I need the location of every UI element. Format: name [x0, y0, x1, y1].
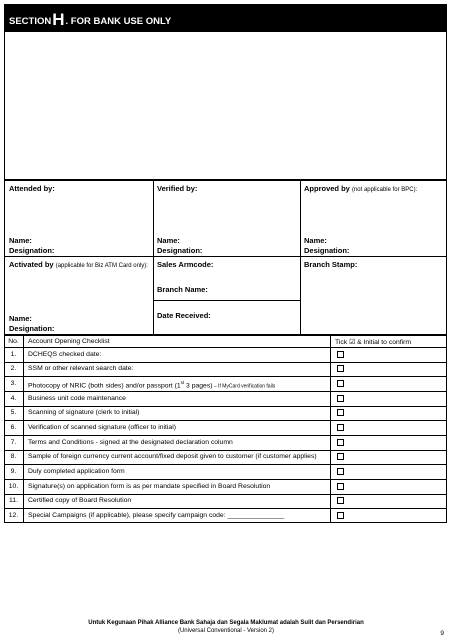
item-number: 8.	[10, 453, 17, 461]
item-number: 4.	[10, 394, 17, 402]
tick-checkbox[interactable]	[337, 497, 344, 504]
verified-designation-label: Designation:	[157, 246, 203, 255]
item-text: Photocopy of NRIC (both sides) and/or passport (1st 3 pages) – If MyCard verification fails	[28, 379, 276, 390]
section-header	[4, 4, 447, 31]
item-number: 7.	[10, 438, 17, 446]
activated-by-label: Activated by (applicable for Biz ATM Card only):	[9, 260, 148, 269]
col-divider	[330, 335, 331, 523]
item-text: Business unit code maintenance	[28, 394, 126, 402]
item-text: Special Campaigns (if applicable), please specify campaign code: _______________	[28, 511, 285, 519]
item-text: Signature(s) on application form is as per mandate specified in Board Resolution	[28, 482, 271, 490]
row-divider	[4, 435, 447, 436]
tick-checkbox[interactable]	[337, 453, 344, 460]
item-number: 6.	[10, 423, 17, 431]
approved-by-label: Approved by (not applicable for BPC):	[304, 184, 418, 193]
tick-checkbox[interactable]	[337, 468, 344, 475]
row-divider	[4, 347, 447, 348]
tick-checkbox[interactable]	[337, 424, 344, 431]
item-text: SSM or other relevant search date:	[28, 365, 134, 373]
tick-checkbox[interactable]	[337, 351, 344, 358]
branch-stamp-label: Branch Stamp:	[304, 260, 358, 269]
header-prefix: SECTION	[9, 16, 52, 27]
attended-by-label: Attended by:	[9, 184, 55, 193]
tick-checkbox[interactable]	[337, 395, 344, 402]
row-divider	[4, 494, 447, 495]
tick-checkbox[interactable]	[337, 512, 344, 519]
tick-checkbox[interactable]	[337, 439, 344, 446]
attended-name-label: Name:	[9, 236, 32, 245]
sales-armcode-label: Sales Armcode:	[157, 260, 214, 269]
row-divider	[4, 420, 447, 421]
signature-grid	[4, 180, 447, 335]
item-number: 2.	[10, 365, 17, 373]
item-number: 5.	[10, 409, 17, 417]
footer-version: (Universal Conventional - Version 2)	[177, 628, 275, 634]
row-divider	[4, 376, 447, 377]
bank-remarks-box[interactable]	[4, 31, 447, 180]
item-text: Scanning of signature (clerk to initial)	[28, 409, 140, 417]
item-number: 10.	[8, 482, 19, 490]
col-no-header: No.	[8, 338, 19, 345]
date-received-label: Date Received:	[157, 311, 211, 320]
item-text: Sample of foreign currency current account/fixed deposit given to customer (if customer applies)	[28, 453, 317, 461]
tick-checkbox[interactable]	[337, 365, 344, 372]
col-divider	[23, 335, 24, 523]
header-suffix: . FOR BANK USE ONLY	[65, 16, 172, 27]
row-divider	[4, 508, 447, 509]
item-text: Verification of scanned signature (officer to initial)	[28, 423, 176, 431]
row-divider	[4, 450, 447, 451]
item-number: 1.	[10, 350, 17, 358]
col-tick-header: Tick ☑ & Initial to confirm	[335, 339, 412, 346]
row-divider	[4, 362, 447, 363]
activated-designation-label: Designation:	[9, 324, 55, 333]
item-text: Terms and Conditions - signed at the designated declaration column	[28, 438, 233, 446]
header-letter: H	[52, 10, 65, 29]
activated-name-label: Name:	[9, 314, 32, 323]
branch-name-label: Branch Name:	[157, 285, 208, 294]
verified-name-label: Name:	[157, 236, 180, 245]
tick-checkbox[interactable]	[337, 483, 344, 490]
row-divider	[4, 406, 447, 407]
row-divider	[4, 464, 447, 465]
tick-checkbox[interactable]	[337, 380, 344, 387]
page-number: 9	[440, 630, 444, 637]
grid-divider	[153, 180, 154, 335]
col-item-header: Account Opening Checklist	[28, 338, 110, 345]
grid-divider	[300, 180, 301, 335]
item-text: DCHEQS checked date:	[28, 350, 102, 358]
footer-confidential: Untuk Kegunaan Pihak Alliance Bank Sahaja dan Segala Maklumat adalah Sulit dan Persendirian	[88, 620, 364, 626]
approved-designation-label: Designation:	[304, 246, 350, 255]
grid-divider	[4, 256, 447, 257]
verified-by-label: Verified by:	[157, 184, 198, 193]
approved-name-label: Name:	[304, 236, 327, 245]
tick-checkbox[interactable]	[337, 409, 344, 416]
item-text: Certified copy of Board Resolution	[28, 497, 132, 505]
item-number: 3.	[10, 379, 17, 387]
item-number: 9.	[10, 467, 17, 475]
grid-divider	[153, 300, 300, 301]
attended-designation-label: Designation:	[9, 246, 55, 255]
item-number: 12.	[8, 511, 19, 519]
row-divider	[4, 391, 447, 392]
item-text: Duly completed application form	[28, 467, 125, 475]
row-divider	[4, 479, 447, 480]
item-number: 11.	[9, 497, 18, 505]
